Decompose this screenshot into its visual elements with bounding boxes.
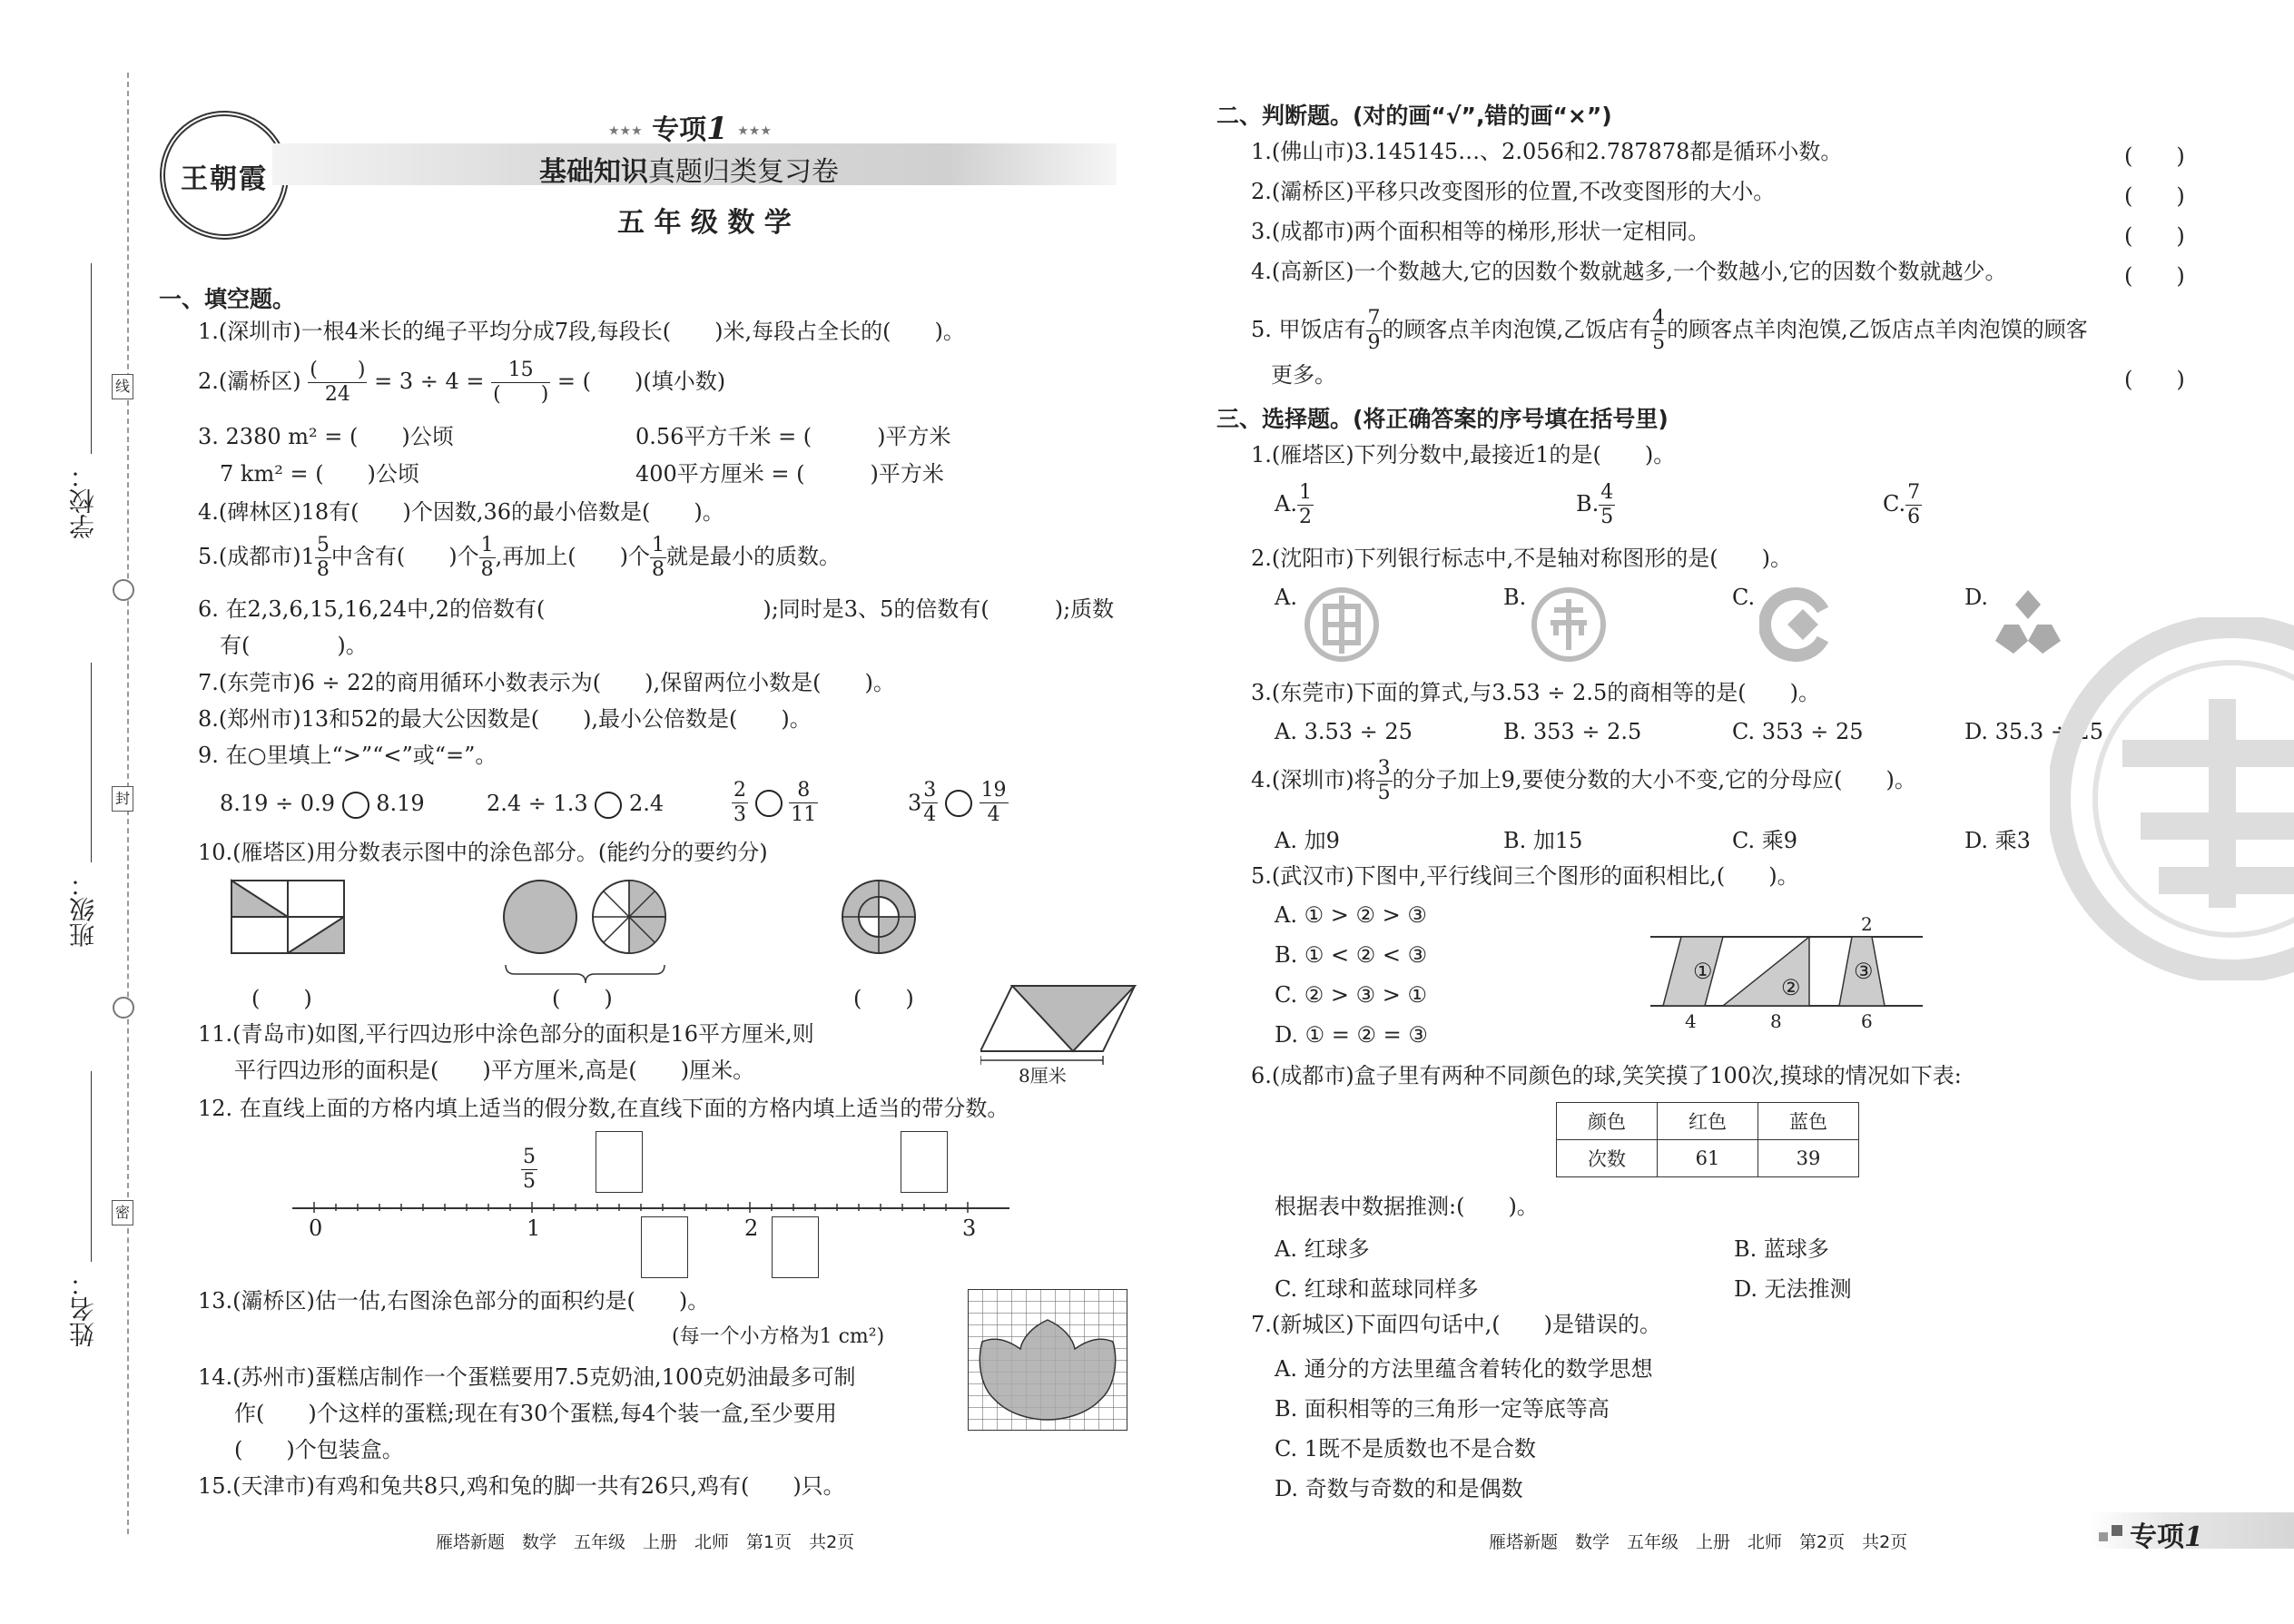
fig-base-1: 4: [1685, 1010, 1697, 1032]
star-icon: ★★★: [608, 123, 643, 139]
tick-label-3: 3: [962, 1216, 977, 1241]
q2-5b: 更多。: [1271, 362, 1336, 388]
q1-9-item-b: 2.4 ÷ 1.3 2.4: [487, 790, 664, 819]
tick-label-1: 1: [527, 1216, 541, 1241]
q1-9-item-d: 3 $\frac{3}{4}$ $\frac{19}{4}$: [908, 779, 1007, 826]
name-label: 姓名：: [68, 1271, 98, 1347]
q10-rect-figure: [231, 881, 344, 953]
q3-3-a: A. 3.53 ÷ 25: [1275, 719, 1413, 744]
fig-top-length: 2: [1861, 913, 1873, 935]
q3-5: 5.(武汉市)下图中,平行线间三个图形的面积相比,( )。: [1251, 863, 1799, 889]
page-subtitle: 五 年 级 数 学: [617, 207, 792, 239]
q2-5: 5. 甲饭店有 $\frac{7}{9}$ 的顾客点羊肉泡馍,乙饭店有 $\frac{4}{5}$ 的顾客点羊肉泡馍,乙饭店点羊肉泡馍的顾客: [1251, 307, 2088, 354]
q10-figures: [227, 876, 953, 985]
circle-icon: [595, 792, 622, 819]
q10-answer-3[interactable]: ( ): [853, 986, 914, 1011]
q3-3-c: C. 353 ÷ 25: [1732, 719, 1864, 744]
q1-7: 7.(东莞市)6 ÷ 22的商用循环小数表示为( ),保留两位小数是( )。: [198, 670, 895, 695]
q3-5-b: B. ① < ② < ③: [1275, 942, 1428, 968]
q1-11a: 11.(青岛市)如图,平行四边形中涂色部分的面积是16平方厘米,则: [198, 1021, 814, 1047]
fig-label-1: ①: [1693, 959, 1713, 984]
answer-box-below-2[interactable]: [772, 1216, 819, 1278]
q2-1-answer[interactable]: ( ): [2124, 143, 2185, 169]
q1-5: 5.(成都市)1 $\frac{5}{8}$ 中含有( )个 $\frac{1}{8}$ ,再加上( )个 $\frac{1}{8}$ 就是最小的质数。: [198, 534, 841, 581]
fig-base-2: 8: [1770, 1010, 1782, 1032]
watermark-seal: [2050, 617, 2294, 980]
q3-4: 4.(深圳市)将 $\frac{3}{5}$ 的分子加上9,要使分数的大小不变,它的分母应( )。: [1251, 757, 1916, 804]
q1-10: 10.(雁塔区)用分数表示图中的涂色部分。(能约分的要约分): [198, 840, 768, 865]
bank-logo-a-icon: [1304, 586, 1380, 663]
q1-15: 15.(天津市)有鸡和兔共8只,鸡和兔的脚一共有26只,鸡有( )只。: [198, 1473, 845, 1499]
circle-icon: [342, 792, 369, 819]
circle-icon: [945, 790, 972, 817]
q3-2: 2.(沈阳市)下列银行标志中,不是轴对称图形的是( )。: [1251, 546, 1792, 571]
q2-2: 2.(灞桥区)平移只改变图形的位置,不改变图形的大小。: [1251, 179, 1776, 204]
q1-11b: 平行四边形的面积是( )平方厘米,高是( )厘米。: [234, 1058, 755, 1083]
q2-5-answer[interactable]: ( ): [2124, 367, 2185, 392]
circle-icon: [755, 790, 783, 817]
q3-1-c: C. $\frac{7}{6}$: [1883, 481, 1921, 528]
q2-3-answer[interactable]: ( ): [2124, 223, 2185, 249]
q1-9: 9. 在○里填上“>”“<”或“=”。: [198, 743, 497, 768]
table-cell: 61: [1658, 1140, 1758, 1177]
section-fill-blank-title: 一、填空题。: [159, 286, 296, 312]
ball-count-table: [1556, 1102, 1859, 1177]
answer-box-below-1[interactable]: [641, 1216, 688, 1278]
q3-4-a: A. 加9: [1275, 828, 1340, 853]
square-icon: [2099, 1532, 2108, 1541]
fig-label-2: ②: [1781, 975, 1801, 1000]
name-field[interactable]: [91, 1071, 92, 1262]
q3-2-c-label: C.: [1732, 585, 1756, 610]
q3-3-b: B. 353 ÷ 2.5: [1503, 719, 1642, 744]
q2-1: 1.(佛山市)3.145145…、2.056和2.787878都是循环小数。: [1251, 139, 1843, 164]
q1-1: 1.(深圳市)一根4米长的绳子平均分成7段,每段长( )米,每段占全长的( )。: [198, 319, 965, 344]
q3-7-b: B. 面积相等的三角形一定等底等高: [1275, 1396, 1610, 1422]
q3-7-c: C. 1既不是质数也不是合数: [1275, 1436, 1537, 1462]
q1-3c: 7 km² = ( )公顷: [220, 461, 419, 487]
line-mark: 线: [112, 374, 133, 399]
q2-4: 4.(高新区)一个数越大,它的因数个数就越多,一个数越小,它的因数个数就越少。: [1251, 259, 2007, 284]
table-header: 蓝色: [1758, 1103, 1859, 1140]
q3-6b: 根据表中数据推测:( )。: [1275, 1194, 1539, 1219]
q1-14b: 作( )个这样的蛋糕;现在有30个蛋糕,每4个装一盒,至少要用: [234, 1401, 837, 1426]
bank-logo-b-icon: [1531, 586, 1607, 663]
logo: [160, 111, 289, 240]
table-header: 颜色: [1557, 1103, 1658, 1140]
q3-5-d: D. ① = ② = ③: [1275, 1022, 1428, 1048]
footer-page-1: 雁塔新题 数学 五年级 上册 北师 第1页 共2页: [436, 1532, 855, 1552]
fig-base-3: 6: [1861, 1010, 1873, 1032]
q3-1-a: A. $\frac{1}{2}$: [1275, 481, 1312, 528]
number-line-ticks: [292, 1202, 1009, 1215]
page-title: 基础知识真题归类复习卷: [539, 156, 839, 188]
logo-text: 王朝霞: [181, 163, 268, 195]
ornament-icon: [113, 997, 134, 1019]
table-header: 红色: [1658, 1103, 1758, 1140]
q11-figure-label: 8厘米: [1019, 1065, 1067, 1087]
answer-box-above-1[interactable]: [596, 1131, 643, 1193]
q3-4-c: C. 乘9: [1732, 828, 1798, 853]
tick-label-0: 0: [309, 1216, 323, 1241]
q10-ring-figure: [842, 881, 915, 953]
series-heading: ★★★ 专项1 ★★★: [608, 111, 772, 147]
q13-grid-figure: [968, 1289, 1127, 1431]
q3-5-a: A. ① > ② > ③: [1275, 902, 1427, 928]
q11-parallelogram-figure: [980, 980, 1144, 1071]
bank-logo-c-icon: [1759, 586, 1836, 663]
q1-3d: 400平方厘米 = ( )平方米: [635, 461, 944, 487]
q1-3a: 3. 2380 m² = ( )公顷: [198, 424, 454, 449]
school-field[interactable]: [91, 263, 92, 454]
example-fraction: $\frac{5}{5}$: [523, 1146, 536, 1193]
q1-6b: 有( )。: [220, 633, 368, 658]
q1-9-item-a: 8.19 ÷ 0.9 8.19: [220, 790, 425, 819]
q3-1-b: B. $\frac{4}{5}$: [1576, 481, 1614, 528]
q3-4-b: B. 加15: [1503, 828, 1583, 853]
section-tag: [2090, 1512, 2294, 1553]
fig-label-3: ③: [1854, 959, 1874, 984]
q1-2: 2.(灞桥区) $\frac{( )}{24}$ = 3 ÷ 4 = $\frac{15}{( )}$ = ( )(填小数): [198, 359, 726, 406]
q1-14c: ( )个包装盒。: [234, 1437, 404, 1462]
dense-mark: 密: [112, 1200, 133, 1225]
q1-6a: 6. 在2,3,6,15,16,24中,2的倍数有( );同时是3、5的倍数有( );质数: [198, 596, 1115, 622]
q1-3b: 0.56平方千米 = ( )平方米: [635, 424, 951, 449]
q3-6-b: B. 蓝球多: [1734, 1236, 1829, 1262]
class-label: 班级：: [68, 871, 98, 948]
q10-two-circles-figure: [504, 881, 665, 983]
table-cell: 39: [1758, 1140, 1859, 1177]
q1-13-note: (每一个小方格为1 cm²): [672, 1325, 885, 1348]
q3-1: 1.(雁塔区)下列分数中,最接近1的是( )。: [1251, 442, 1676, 468]
section-choice-title: 三、选择题。(将正确答案的序号填在括号里): [1216, 406, 1669, 432]
school-label: 学校：: [68, 463, 98, 539]
star-icon: ★★★: [737, 123, 772, 139]
q3-5-c: C. ② > ③ > ①: [1275, 982, 1428, 1008]
q2-2-answer[interactable]: ( ): [2124, 183, 2185, 209]
q3-3-d: D. 35.3 ÷ 25: [1964, 719, 2103, 744]
q2-4-answer[interactable]: ( ): [2124, 263, 2185, 289]
section-true-false-title: 二、判断题。(对的画“√”,错的画“×”): [1216, 103, 1612, 129]
ornament-icon: [113, 579, 134, 601]
q3-2-d-label: D.: [1964, 585, 1989, 610]
q3-6-d: D. 无法推测: [1734, 1276, 1852, 1302]
q3-6-a: A. 红球多: [1275, 1236, 1370, 1262]
table-cell: 次数: [1557, 1140, 1658, 1177]
footer-page-2: 雁塔新题 数学 五年级 上册 北师 第2页 共2页: [1489, 1532, 1908, 1552]
q3-3: 3.(东莞市)下面的算式,与3.53 ÷ 2.5的商相等的是( )。: [1251, 680, 1820, 705]
q3-2-a-label: A.: [1275, 585, 1297, 610]
q10-answer-2[interactable]: ( ): [552, 986, 613, 1011]
answer-box-above-2[interactable]: [901, 1131, 948, 1193]
q2-3: 3.(成都市)两个面积相等的梯形,形状一定相同。: [1251, 219, 1710, 244]
q1-4: 4.(碑林区)18有( )个因数,36的最小倍数是( )。: [198, 499, 724, 525]
tick-label-2: 2: [744, 1216, 759, 1241]
q3-2-b-label: B.: [1503, 585, 1527, 610]
q1-8: 8.(郑州市)13和52的最大公因数是( ),最小公倍数是( )。: [198, 706, 812, 732]
q3-6-c: C. 红球和蓝球同样多: [1275, 1276, 1479, 1302]
q1-12: 12. 在直线上面的方格内填上适当的假分数,在直线下面的方格内填上适当的带分数。: [198, 1096, 1009, 1121]
section-tag-label: 专项1: [2130, 1521, 2203, 1553]
q3-6: 6.(成都市)盒子里有两种不同颜色的球,笑笑摸了100次,摸球的情况如下表:: [1251, 1063, 1962, 1088]
q3-7-a: A. 通分的方法里蕴含着转化的数学思想: [1275, 1356, 1653, 1382]
class-field[interactable]: [91, 663, 92, 862]
q3-4-d: D. 乘3: [1964, 828, 2031, 853]
q1-13: 13.(灞桥区)估一估,右图涂色部分的面积约是( )。: [198, 1288, 710, 1314]
q1-14a: 14.(苏州市)蛋糕店制作一个蛋糕要用7.5克奶油,100克奶油最多可制: [198, 1364, 856, 1390]
q3-7-d: D. 奇数与奇数的和是偶数: [1275, 1476, 1523, 1501]
q10-answer-1[interactable]: ( ): [251, 986, 312, 1011]
q3-7: 7.(新城区)下面四句话中,( )是错误的。: [1251, 1312, 1661, 1337]
square-icon: [2112, 1525, 2122, 1536]
q1-9-item-c: $\frac{2}{3}$ $\frac{8}{11}$: [733, 779, 817, 826]
seal-mark: 封: [112, 786, 133, 812]
